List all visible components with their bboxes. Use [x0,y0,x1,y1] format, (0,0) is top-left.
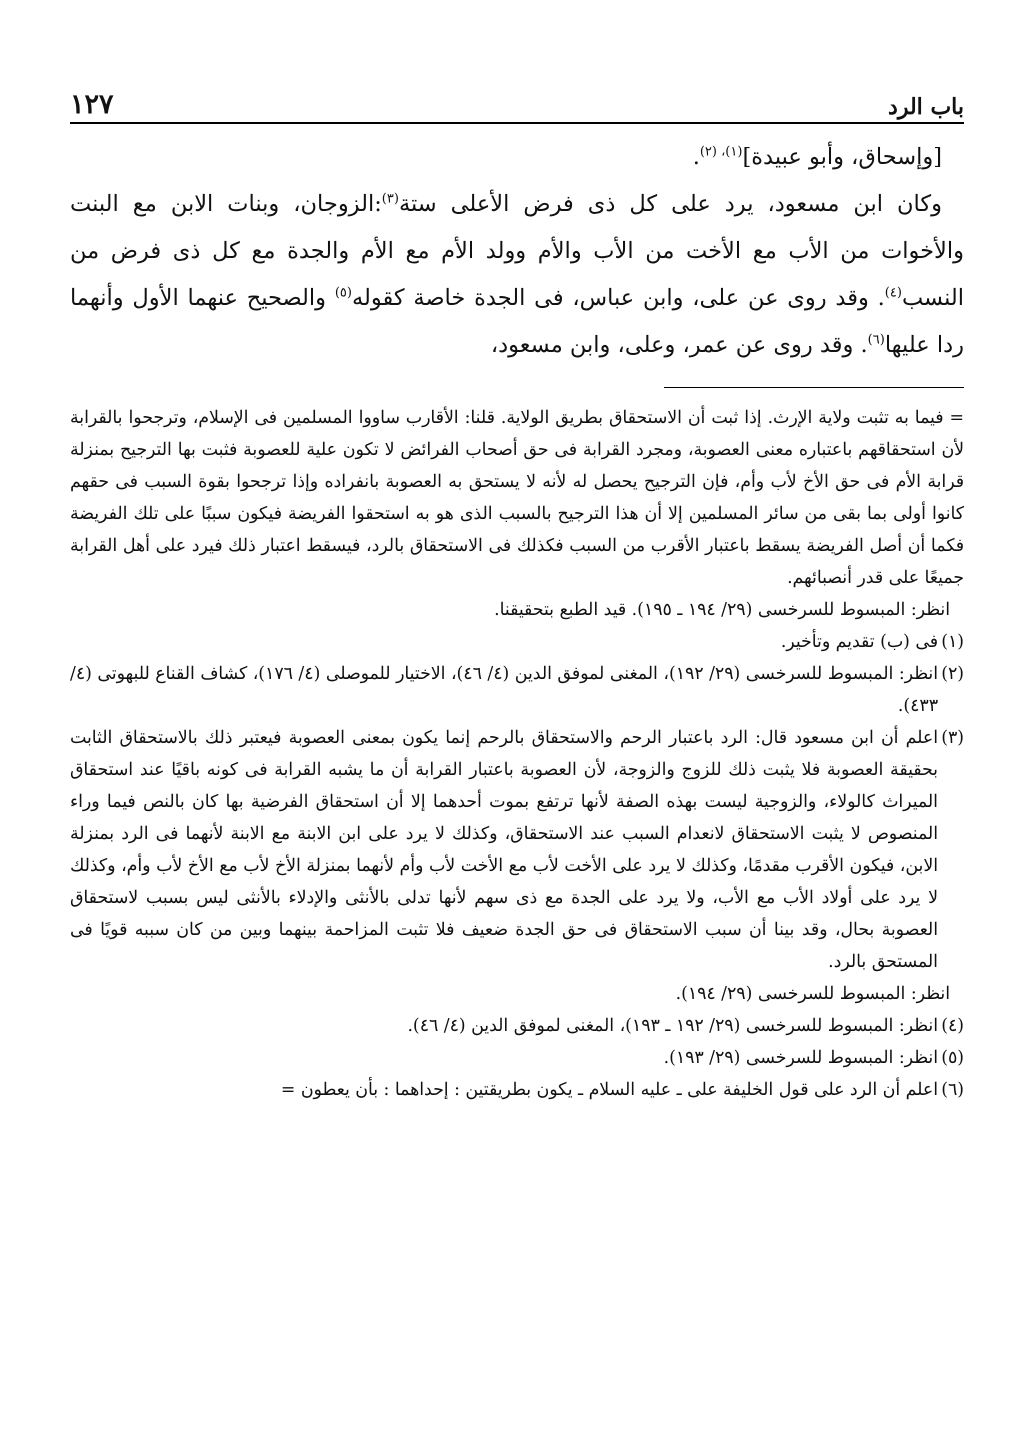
footnote-1: (١)فى (ب) تقديم وتأخير. [70,626,964,658]
footnote-3: (٣)اعلم أن ابن مسعود قال: الرد باعتبار الرحم والاستحقاق بالرحم إنما يكون بمعنى العصوبة فيعتبر ذلك بالاستحقاق الثابت بحقيقة العصوبة فلا يثبت ذلك للزوج والزوجة، لأن العصوبة باعتبار القرابة أن ما يشبه القرابة فى كونه باقيًا عند استحقاق الميراث كالولاء، والزوجية ليست بهذه الصفة لأنها ترتفع بموت أحدهما إلا أن استحقاق الفرضية بها كان بالنص فيما وراء المنصوص لا يثبت الاستحقاق لانعدام السبب عند الاستحقاق، وكذلك لا يرد على ابن الابنة مع الابنة لأنهما فى الرد بمنزلة الابن، فيكون الأقرب مقدمًا، وكذلك لا يرد على الأخت لأب مع الأخت لأب وأم لأنهما بمنزلة الأخ لأب مع الأخ لأب وأم، وكذلك لا يرد على أولاد الأب مع الأب، ولا يرد على الجدة مع ذى سهم لأنها تدلى بالأنثى والإدلاء بالأنثى ليس بسبب لاستحقاق العصوبة بحال، وقد بينا أن سبب الاستحقاق فى حق الجدة ضعيف فلا تثبت المزاحمة بينهما وبين من كان سببه قويًا فى المستحق بالرد. [70,722,964,978]
footnote-number: (٢) [941,664,964,684]
footnote-marker: (١)، (٢) [699,144,743,160]
chapter-title: باب الرد [888,94,964,120]
footnote-5: (٥)انظر: المبسوط للسرخسى (٢٩/ ١٩٣). [70,1042,964,1074]
main-text [70,134,964,369]
footnotes [70,402,964,1106]
footnote-number: (٥) [941,1048,964,1068]
footnote-marker: (٤) [884,285,902,301]
footnote-separator [664,387,964,388]
footnote-reference: انظر: المبسوط للسرخسى (٢٩/ ١٩٤). [675,984,950,1004]
footnote-4: (٤)انظر: المبسوط للسرخسى (٢٩/ ١٩٢ ـ ١٩٣)، المغنى لموفق الدين (٤/ ٤٦). [70,1010,964,1042]
main-paragraph: وكان ابن مسعود، يرد على كل ذى فرض الأعلى ستة$^{(٣)}$:الزوجان، وبنات الابن مع البنت والأخوات من الأب مع الأخت من الأب والأم وولد الأم مع الأم والجدة مع كل ذى فرض من النسب$^{(٤)}$. وقد روى عن على، وابن عباس، فى الجدة خاصة كقوله$^{(٥)}$ والصحيح عنهما الأول وأنهما ردا عليها$^{(٦)}$. وقد روى عن عمر، وعلى، وابن مسعود، [70,191,964,358]
footnote-continuation: = فيما به تثبت ولاية الإرث. إذا ثبت أن الاستحقاق بطريق الولاية. قلنا: الأقارب ساووا المسلمين فى الإسلام، وترجحوا بالقرابة لأن استحقاقهم باعتباره معنى العصوبة، ومجرد القرابة فى حق أصحاب الفرائض لا تكون علية للعصوبة فثبت بها الترجيح بمنزلة قرابة الأم فى حق الأخ لأب وأم، فإن الترجيح يحصل له لأنه لا يستحق به العصوبة بانفراده وإذا ترجحوا بقوة السبب فى حقهم كانوا أولى بما بقى من سائر المسلمين إلا أن هذا الترجيح بالسبب الذى هو به استحقوا الفريضة فيكون سببًا على تلك الفريضة فكما أن أصل الفريضة يسقط باعتبار الأقرب من السبب فكذلك فى الاستحقاق بالرد، فيسقط اعتبار ذلك فيرد على أهل القرابة جميعًا على قدر أنصبائهم. [70,408,964,588]
footnote-6: (٦)اعلم أن الرد على قول الخليفة على ـ عليه السلام ـ يكون بطريقتين : إحداهما : بأن يعطون = [70,1074,964,1106]
header-rule [70,122,964,124]
footnote-number: (٣) [941,728,964,748]
footnote-number: (٦) [941,1080,964,1100]
footnote-2: (٢)انظر: المبسوط للسرخسى (٢٩/ ١٩٢)، المغنى لموفق الدين (٤/ ٤٦)، الاختيار للموصلى (٤/ ١٧٦)، كشاف القناع للبهوتى (٤/ ٤٣٣). [70,658,964,722]
footnote-reference: انظر: المبسوط للسرخسى (٢٩/ ١٩٤ ـ ١٩٥). قيد الطبع بتحقيقنا. [494,600,950,620]
page-header [70,82,964,120]
main-line-1: [وإسحاق، وأبو عبيدة]$^{(١)، (٢)}$. [692,144,942,170]
footnote-marker: (٦) [867,332,885,348]
footnote-marker: (٣) [381,191,399,207]
page-number: ١٢٧ [70,89,114,120]
footnote-marker: (٥) [334,285,352,301]
footnote-number: (١) [941,632,964,652]
footnote-number: (٤) [941,1016,964,1036]
